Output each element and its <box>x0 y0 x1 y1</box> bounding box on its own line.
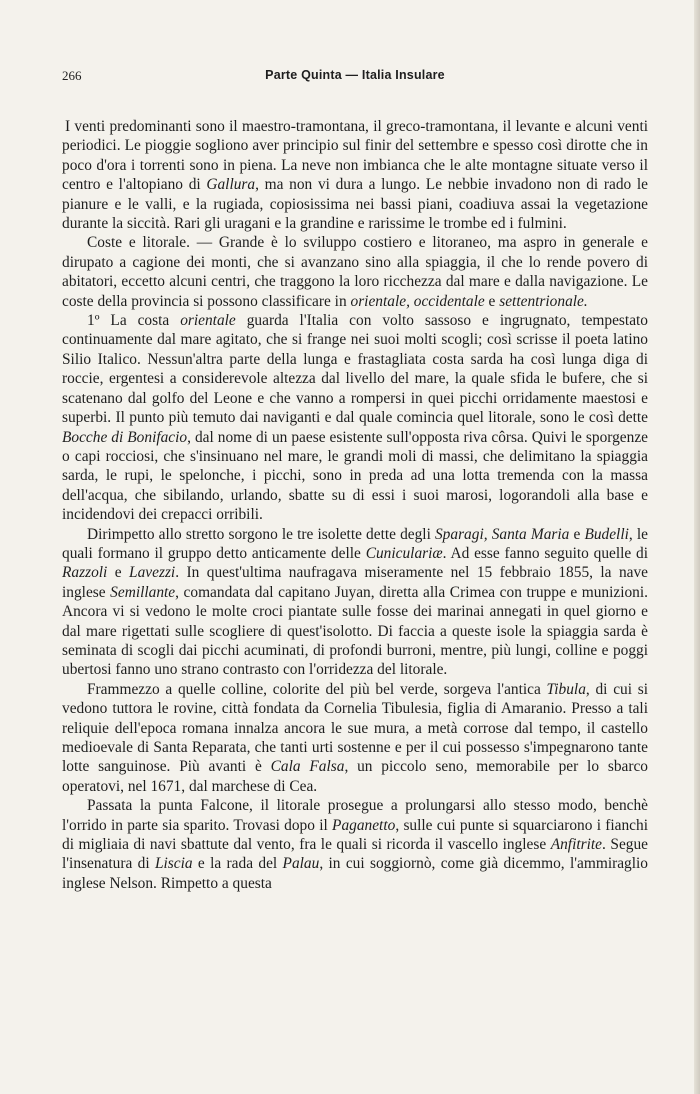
paragraph-coasts <box>62 233 648 311</box>
italic-term: Liscia <box>154 855 193 873</box>
text-run: , sulle cui punte si squarciarono i fianchi di migliaia di navi sbattute dal vento, fra le quali si ricorda il vascello inglese <box>62 816 648 854</box>
text-run: guarda l'Italia con volto sassoso e ingrugnato, tempestato continuamente dal mare agitato, che si frange nei suoi molti scogli; così scrisse il poeta latino Silio Italico. Nessun'altra parte della lunga e frastagliata costa sarda ha così lunga diga di roccie, ergentesi a considerevole altezza dal livello del mare, la quale sfida le bufere, che si scatenano dal golfo del Leone e che vanno a rompersi in quei picchi orridamente maestosi e superbi. Il punto più temuto dai naviganti e dal quale comincia quel litorale, sono le così dette <box>62 312 648 427</box>
text-run: 1º La costa <box>87 312 181 330</box>
text-run: , di cui si vedono tuttora le rovine, città fondata da Cornelia Tibulesia, figlia di Amaranio. Presso a tali reliquie dell'epoca romana innalza ancora le sue mura, a metà corrose dal tempo, il castello medioevale di Santa Reparata, che tanti urti sostenne e per il cui possesso s'impegnarono tante lotte sanguinose. Più avanti è <box>62 680 648 776</box>
text-run: e <box>569 525 585 543</box>
italic-term: Semillante <box>110 583 176 601</box>
italic-term: Anfitrite <box>550 836 603 854</box>
italic-term: orientale, occidentale <box>350 292 485 310</box>
italic-term: Razzoli <box>62 564 108 582</box>
text-run: , comandata dal capitano Juyan, diretta alla Crimea con truppe e munizioni. Ancora vi si vedono le molte croci piantate sulle fosse dei marinai annegati in quel giorno e dal mare rigettati sulle scogliere di quest'isolotto. Di faccia a queste isole la spiaggia sarda è seminata di scogli dai picchi acuminati, di profondi burroni, mentre, più lungi, colline e poggi ubertosi fanno uno strano contrasto con l'orridezza del litorale. <box>62 583 648 679</box>
italic-term: Lavezzi <box>129 564 176 582</box>
italic-term: Paganetto <box>332 816 396 834</box>
paragraph-islets <box>62 525 648 680</box>
text-run: . Ad esse fanno seguito quelle di <box>442 544 648 562</box>
italic-term: Cuniculariæ <box>365 544 443 562</box>
italic-term: settentrionale. <box>499 292 588 310</box>
page-header <box>62 68 648 88</box>
italic-term: orientale <box>180 312 236 330</box>
italic-term: Palau <box>282 855 320 873</box>
italic-term: Bocche di Bonifacio <box>62 428 188 446</box>
page-number: 266 <box>62 68 82 83</box>
text-run: Coste e litorale. — Grande è lo sviluppo costiero e litoraneo, ma aspro in generale e dirupato a cagione dei monti, che si avanzano sino alla spiaggia, il che lo rende povero di abitatori, eccetto alcuni centri, che traggono la loro ricchezza dal mare e dalla navigazione. Le coste della provincia si possono classificare in <box>62 234 648 310</box>
text-run: I venti predominanti sono il maestro-tramontana, il greco-tramontana, il levante e alcuni venti periodici. Le pioggie sogliono aver principio sul finir del settembre e spesso così dirotte che in poco d'ora i torrenti sono in piena. La neve non imbianca che le alte montagne situate verso il centro e l'altopiano di <box>62 118 648 194</box>
italic-term: Budelli <box>584 525 629 543</box>
running-title: Parte Quinta — Italia Insulare <box>265 68 445 82</box>
text-run: e <box>484 292 500 310</box>
text-run: . Segue l'insenatura di <box>62 836 648 873</box>
text-run: Dirimpetto allo stretto sorgono le tre isolette dette degli <box>87 525 435 543</box>
italic-term: Sparagi, Santa Maria <box>434 525 570 543</box>
body-text <box>62 117 648 893</box>
text-run: , dal nome di un paese esistente sull'opposta riva côrsa. Quivi le sporgenze o capi rocciosi, che s'insinuano nel mare, le grandi moli di massi, che delimitano la spiaggia sarda, le rupi, le spelonche, i picchi, sono in preda ad una lotta tremenda con la massa dell'acqua, che sibilando, urlando, sbatte su di essi i suoi marosi, logorandoli alla base e incidendovi dei crepacci orribili. <box>62 428 649 524</box>
paragraph-tibula <box>62 680 648 796</box>
text-run: , le quali formano il gruppo detto anticamente delle <box>62 525 648 562</box>
text-run: Passata la punta Falcone, il litorale prosegue a prolungarsi allo stesso modo, benchè l'orrido in parte sia sparito. Trovasi dopo il <box>62 797 648 834</box>
paragraph-climate <box>62 117 648 233</box>
text-run: e <box>107 564 130 582</box>
text-run: e la rada del <box>192 855 283 873</box>
paragraph-east-coast <box>62 311 648 524</box>
italic-term: Tibula <box>546 680 586 698</box>
italic-term: Gallura <box>206 176 256 194</box>
paragraph-punta-falcone <box>62 796 648 893</box>
text-run: , in cui soggiornò, come già dicemmo, l'ammiraglio inglese Nelson. Rimpetto a questa <box>62 855 648 892</box>
page-edge-shadow <box>694 0 700 1094</box>
text-run: , un piccolo seno, memorabile per lo sbarco operatovi, nel 1671, dal marchese di Cea. <box>62 758 649 795</box>
text-run: , ma non vi dura a lungo. Le nebbie invadono non di rado le pianure e le valli, e la rugiada, copiosissima nei bassi piani, coadiuva assai la vegetazione durante la siccità. Rari gli uragani e la grandine e rarissime le trombe ed i fulmini. <box>62 176 649 233</box>
text-run: Frammezzo a quelle colline, colorite del più bel verde, sorgeva l'antica <box>87 680 547 698</box>
italic-term: Cala Falsa <box>270 758 345 776</box>
text-run: . In quest'ultima naufragava miseramente nel 15 febbraio 1855, la nave inglese <box>62 564 648 601</box>
